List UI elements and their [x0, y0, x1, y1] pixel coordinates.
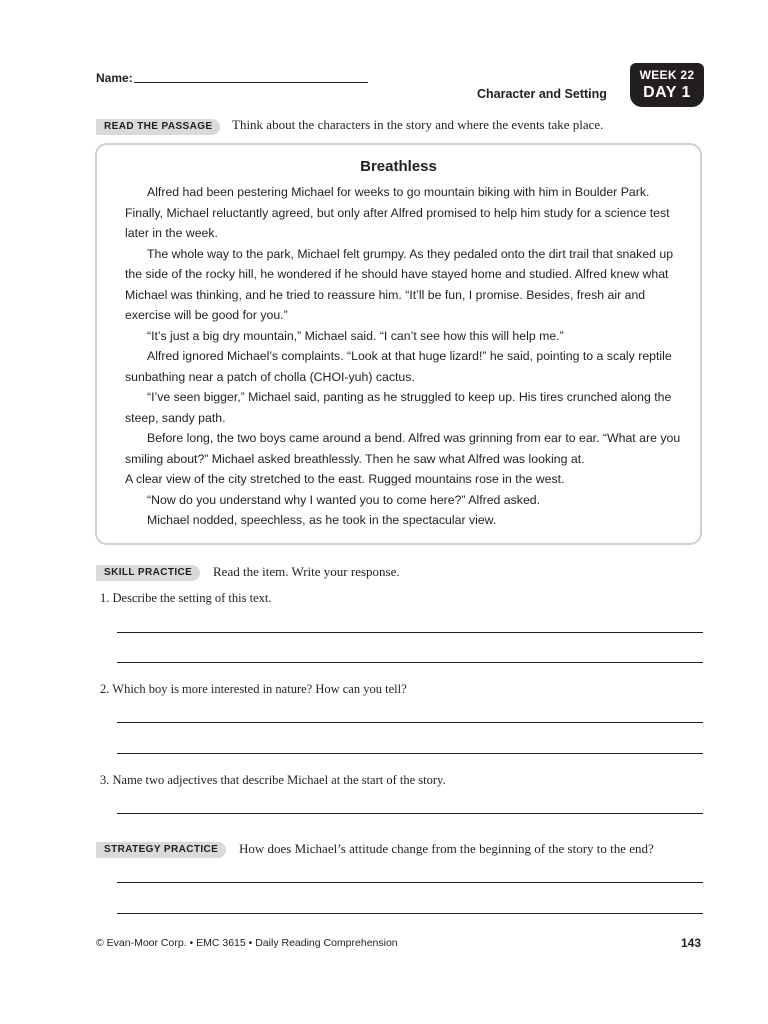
answer-line[interactable] [117, 632, 703, 633]
read-passage-label: READ THE PASSAGE [96, 119, 220, 135]
passage-box [95, 143, 702, 545]
passage-paragraph: Alfred had been pestering Michael for weeks to go mountain biking with him in Boulder Park. Finally, Michael reluctantly agreed, but only after Alfred promised to help him study for a science test later in the week. [125, 185, 670, 240]
skill-practice-instruction: Read the item. Write your response. [213, 564, 400, 579]
answer-line[interactable] [117, 722, 703, 723]
passage-paragraph: “It’s just a big dry mountain,” Michael said. “I can’t see how this will help me.” [147, 328, 564, 343]
read-passage-instruction: Think about the characters in the story and where the events take place. [232, 117, 604, 132]
passage-title: Breathless [360, 158, 437, 175]
subject-title: Character and Setting [477, 87, 607, 101]
name-label: Name: [96, 71, 133, 85]
day-label: DAY 1 [643, 84, 691, 101]
page-number: 143 [681, 936, 702, 950]
name-field[interactable] [134, 82, 368, 83]
skill-practice-label: SKILL PRACTICE [96, 565, 200, 581]
passage-paragraph: Before long, the two boys came around a bend. Alfred was grinning from ear to ear. “What are you smiling about?” Michael asked breathlessly. Then he saw what Alfred was looking at. [125, 431, 681, 466]
question-1: 1. Describe the setting of this text. [100, 591, 272, 605]
passage-paragraph: “I’ve seen bigger,” Michael said, panting as he struggled to keep up. His tires crunched along the steep, sandy path. [125, 390, 672, 425]
question-2: 2. Which boy is more interested in nature? How can you tell? [100, 682, 407, 696]
answer-line[interactable] [117, 913, 703, 914]
passage-paragraph: Michael nodded, speechless, as he took in the spectacular view. [147, 513, 497, 527]
passage-body [125, 182, 681, 531]
question-3: 3. Name two adjectives that describe Michael at the start of the story. [100, 773, 446, 787]
week-day-badge [630, 63, 704, 107]
answer-line[interactable] [117, 662, 703, 663]
footer-copyright: © Evan-Moor Corp. • EMC 3615 • Daily Reading Comprehension [96, 937, 398, 949]
passage-paragraph: The whole way to the park, Michael felt grumpy. As they pedaled onto the dirt trail that snaked up the side of the rocky hill, he wondered if he should have stayed home and studied. Alfred knew what Michael was thinking, and he tried to reassure him. “It’ll be fun, I promise. Besides, fresh air and exercise will be good for you.” [125, 246, 674, 322]
passage-paragraph: A clear view of the city stretched to the east. Rugged mountains rose in the west. [125, 472, 565, 486]
answer-line[interactable] [117, 753, 703, 754]
passage-paragraph: Alfred ignored Michael’s complaints. “Look at that huge lizard!” he said, pointing to a scaly reptile sunbathing near a patch of cholla (CHOI-yuh) cactus. [125, 349, 672, 384]
answer-line[interactable] [117, 813, 703, 814]
week-label: WEEK 22 [639, 68, 695, 82]
answer-line[interactable] [117, 882, 703, 883]
strategy-practice-instruction: How does Michael’s attitude change from the beginning of the story to the end? [239, 841, 654, 856]
strategy-practice-label: STRATEGY PRACTICE [96, 842, 226, 858]
passage-paragraph: “Now do you understand why I wanted you to come here?” Alfred asked. [147, 492, 541, 507]
